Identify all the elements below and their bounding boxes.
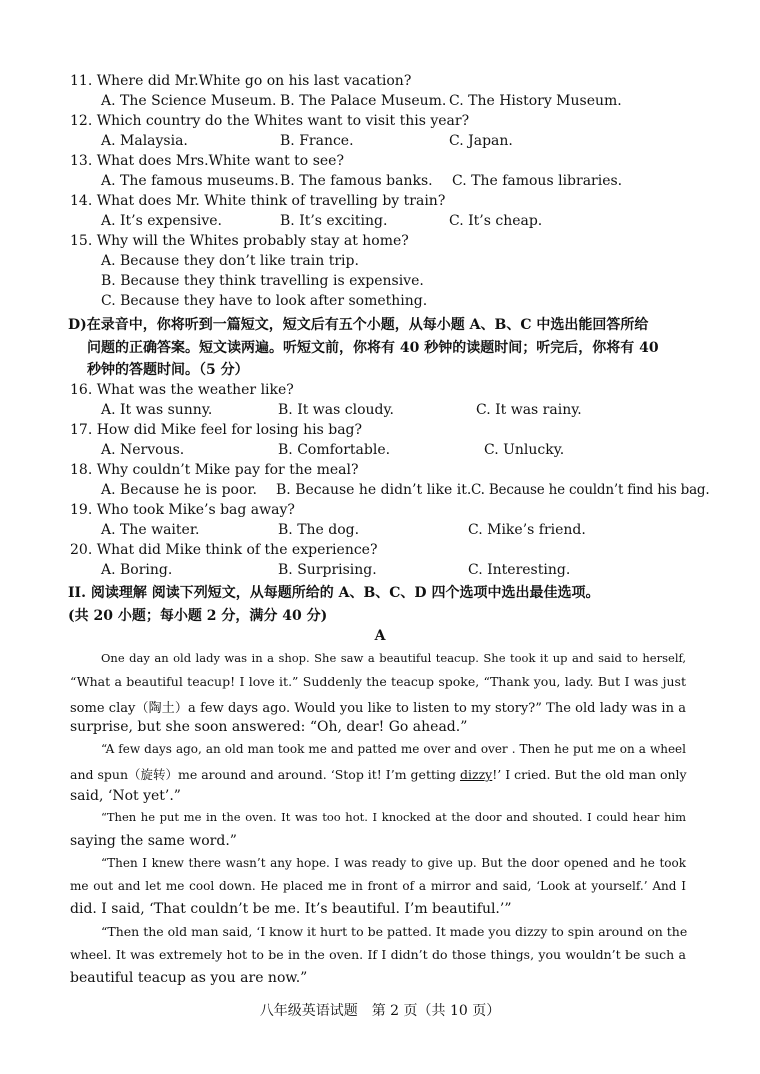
question-16-stem: 16. What was the weather like? (70, 382, 294, 398)
question-14-stem: 14. What does Mr. White think of travelling by train? (70, 193, 446, 209)
passage-a-p5-line: wheel. It was extremely hot to be in the oven. If I didn’t do those things, you wouldn’t be such a (70, 947, 686, 962)
passage-a-p2-text: and spun（旋转）me around and around. ‘Stop it! I’m getting (70, 767, 461, 782)
underlined-word-dizzy: dizzy (460, 767, 493, 782)
question-14-option-a: A. It’s expensive. (101, 213, 223, 229)
question-13-option-c: C. The famous libraries. (452, 173, 623, 189)
section-d-instruction-line-3: 秒钟的答题时间。（5 分） (87, 362, 249, 378)
question-12-option-b: B. France. (280, 133, 354, 149)
section-ii-instruction-line-1: II. 阅读理解 阅读下列短文，从每题所给的 A、B、C、D 四个选项中选出最佳选项。 (68, 585, 600, 601)
passage-a-p2-line (70, 765, 686, 783)
passage-a-p5-line: “Then the old man said, ‘I know it hurt to be patted. It made you dizzy to spin around on the (101, 924, 688, 939)
passage-a-p3-line: “Then he put me in the oven. It was too hot. I knocked at the door and shouted. I could hear him (101, 810, 686, 824)
question-17-option-c: C. Unlucky. (484, 442, 565, 458)
question-14-option-b: B. It’s exciting. (280, 213, 388, 229)
passage-a-p5-line: beautiful teacup as you are now.” (70, 970, 308, 986)
passage-a-p4-line: “Then I knew there wasn’t any hope. I was ready to give up. But the door opened and he took (101, 856, 686, 870)
passage-a-p1-line: some clay（陶土）a few days ago. Would you like to listen to my story?” The old lady was in a (70, 701, 686, 716)
passage-a-p2-line: said, ‘Not yet’.” (70, 788, 181, 804)
question-19-option-b: B. The dog. (278, 522, 360, 538)
question-15-option-b: B. Because they think travelling is expensive. (101, 273, 424, 289)
passage-a-p1-line: “What a beautiful teacup! I love it.” Suddenly the teacup spoke, “Thank you, lady. But I was just (70, 674, 686, 689)
passage-a-p4-line: me out and let me cool down. He placed me in front of a mirror and said, ‘Look at yourself.’ And I (70, 879, 686, 893)
question-17-option-a: A. Nervous. (101, 442, 185, 458)
question-11-option-a: A. The Science Museum. (101, 93, 277, 109)
question-13-stem: 13. What does Mrs.White want to see? (70, 153, 344, 169)
passage-a-p1-line: One day an old lady was in a shop. She saw a beautiful teacup. She took it up and said to herself, (101, 651, 686, 665)
section-d-instruction-line-2: 问题的正确答案。短文读两遍。听短文前，你将有 40 秒钟的读题时间；听完后，你将有 40 (87, 340, 659, 356)
question-19-stem: 19. Who took Mike’s bag away? (70, 502, 295, 518)
question-11-option-c: C. The History Museum. (449, 93, 622, 109)
question-16-option-c: C. It was rainy. (476, 402, 582, 418)
question-18-option-b: B. Because he didn’t like it. (276, 482, 472, 498)
question-19-option-a: A. The waiter. (101, 522, 200, 538)
question-20-stem: 20. What did Mike think of the experience? (70, 542, 378, 558)
question-12-option-a: A. Malaysia. (101, 133, 188, 149)
question-17-option-b: B. Comfortable. (278, 442, 391, 458)
page-footer: 八年级英语试题 第 2 页（共 10 页） (259, 1003, 501, 1019)
question-20-option-b: B. Surprising. (278, 562, 377, 578)
question-12-option-c: C. Japan. (449, 133, 513, 149)
question-20-option-a: A. Boring. (101, 562, 173, 578)
question-16-option-a: A. It was sunny. (101, 402, 213, 418)
question-11-option-b: B. The Palace Museum. (280, 93, 447, 109)
question-18-stem: 18. Why couldn’t Mike pay for the meal? (70, 462, 359, 478)
question-14-option-c: C. It’s cheap. (449, 213, 543, 229)
section-ii-instruction-line-2: (共 20 小题；每小题 2 分，满分 40 分) (68, 608, 328, 624)
question-18-option-a: A. Because he is poor. (101, 482, 257, 498)
passage-a-p2-line: “A few days ago, an old man took me and patted me over and over . Then he put me on a wheel (101, 742, 686, 756)
passage-a-p3-line: saying the same word.” (70, 833, 237, 849)
question-11-stem: 11. Where did Mr.White go on his last vacation? (70, 73, 412, 89)
passage-a-title: A (374, 628, 386, 644)
passage-a-p2-text: !’ I cried. But the old man only (492, 767, 687, 782)
question-16-option-b: B. It was cloudy. (278, 402, 394, 418)
question-19-option-c: C. Mike’s friend. (468, 522, 586, 538)
section-d-instruction-line-1: D)在录音中，你将听到一篇短文，短文后有五个小题，从每小题 A、B、C 中选出能回答所给 (68, 317, 649, 333)
question-13-option-b: B. The famous banks. (280, 173, 433, 189)
question-15-stem: 15. Why will the Whites probably stay at home? (70, 233, 409, 249)
question-13-option-a: A. The famous museums. (101, 173, 279, 189)
question-15-option-a: A. Because they don’t like train trip. (101, 253, 359, 269)
question-18-option-c: C. Because he couldn’t find his bag. (471, 482, 710, 498)
passage-a-p1-line: surprise, but she soon answered: “Oh, dear! Go ahead.” (70, 719, 468, 735)
passage-a-p4-line: did. I said, ‘That couldn’t be me. It’s beautiful. I’m beautiful.’” (70, 901, 512, 917)
question-17-stem: 17. How did Mike feel for losing his bag? (70, 422, 363, 438)
question-12-stem: 12. Which country do the Whites want to visit this year? (70, 113, 470, 129)
question-15-option-c: C. Because they have to look after something. (101, 293, 428, 309)
question-20-option-c: C. Interesting. (468, 562, 571, 578)
